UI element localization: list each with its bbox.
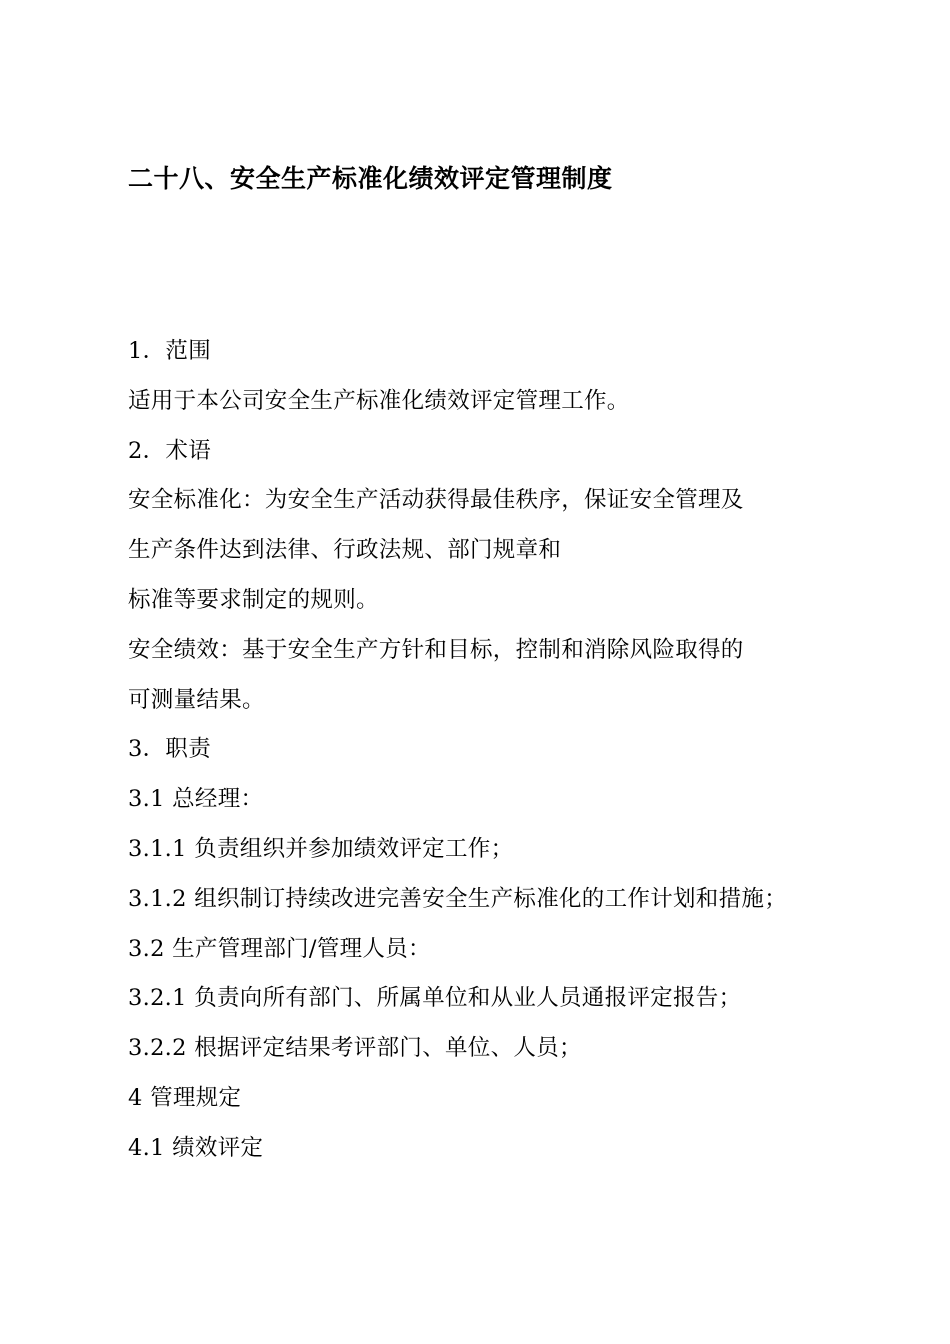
- list-item: 3.2.2 根据评定结果考评部门、单位、人员；: [128, 1035, 582, 1062]
- paragraph-line: 标准等要求制定的规则。: [128, 586, 379, 613]
- subsection-heading: 3.2 生产管理部门/管理人员：: [128, 935, 431, 962]
- section-heading-rules: 4 管理规定: [128, 1084, 242, 1111]
- paragraph-line: 生产条件达到法律、行政法规、部门规章和: [128, 537, 562, 564]
- list-item: 3.1.1 负责组织并参加绩效评定工作；: [128, 835, 514, 862]
- section-heading-terms: 2．术语: [128, 437, 212, 464]
- section-heading-duties: 3．职责: [128, 736, 212, 763]
- subsection-heading: 3.1 总经理：: [128, 786, 264, 813]
- section-heading-scope: 1．范围: [128, 338, 212, 364]
- document-title: 二十八、安全生产标准化绩效评定管理制度: [128, 164, 613, 193]
- paragraph-line: 可测量结果。: [128, 686, 265, 713]
- list-item: 3.2.1 负责向所有部门、所属单位和从业人员通报评定报告；: [128, 985, 742, 1012]
- paragraph-line: 安全绩效：基于安全生产方针和目标，控制和消除风险取得的: [128, 636, 744, 663]
- paragraph-line: 适用于本公司安全生产标准化绩效评定管理工作。: [128, 387, 630, 414]
- document-body: [128, 332, 848, 1179]
- subsection-heading: 4.1 绩效评定: [128, 1134, 264, 1161]
- paragraph-line: 安全标准化：为安全生产活动获得最佳秩序，保证安全管理及: [128, 487, 744, 514]
- list-item: 3.1.2 组织制订持续改进完善安全生产标准化的工作计划和措施；: [128, 885, 788, 912]
